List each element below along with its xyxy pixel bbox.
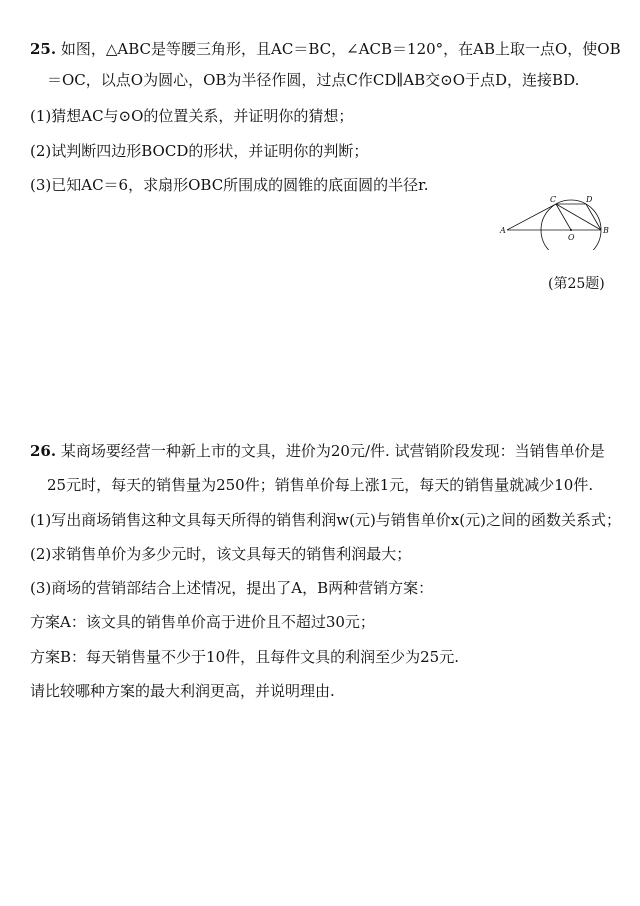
q26-plan-b: 方案B：每天销售量不少于10件，且每件文具的利润至少为25元. — [30, 648, 459, 666]
q25-line1 — [30, 39, 621, 59]
q26-stem-line1: 某商场要经营一种新上市的文具，进价为20元/件. 试营销阶段发现：当销售单价是 — [60, 442, 605, 460]
label-d: D — [586, 195, 593, 204]
q25-stem-line1: 如图，△ABC是等腰三角形，且AC＝BC，∠ACB＝120°，在AB上取一点O，使OB — [60, 40, 621, 58]
segment-cb — [556, 204, 601, 230]
q25-stem-line2: ＝OC，以点O为圆心，OB为半径作圆，过点C作CD∥AB交⊙O于点D，连接BD. — [47, 71, 580, 89]
q25-figure-caption: (第25题) — [548, 276, 605, 292]
point-o — [570, 229, 572, 231]
label-a: A — [500, 226, 506, 235]
q26-closing: 请比较哪种方案的最大利润更高，并说明理由. — [30, 682, 335, 700]
q26-part1: (1)写出商场销售这种文具每天所得的销售利润w(元)与销售单价x(元)之间的函数关系式； — [30, 511, 621, 529]
q26-part3: (3)商场的营销部结合上述情况，提出了A，B两种营销方案： — [30, 579, 434, 597]
segment-ac — [507, 204, 556, 230]
q25-part3: (3)已知AC＝6，求扇形OBC所围成的圆锥的底面圆的半径r. — [30, 176, 429, 194]
q26-line1 — [30, 441, 605, 461]
q26-plan-a: 方案A：该文具的销售单价高于进价且不超过30元； — [30, 613, 375, 631]
q26-stem-line2: 25元时，每天的销售量为250件；销售单价每上涨1元，每天的销售量就减少10件. — [47, 476, 594, 494]
q25-number: 25. — [30, 40, 57, 58]
label-c: C — [550, 195, 557, 204]
q26-part2: (2)求销售单价为多少元时，该文具每天的销售利润最大； — [30, 545, 412, 563]
q25-part1: (1)猜想AC与⊙O的位置关系，并证明你的猜想； — [30, 107, 354, 125]
q25-figure — [493, 190, 623, 250]
label-o: O — [568, 233, 575, 242]
q25-part2: (2)试判断四边形BOCD的形状，并证明你的判断； — [30, 142, 369, 160]
q26-number: 26. — [30, 442, 57, 460]
label-b: B — [603, 226, 609, 235]
